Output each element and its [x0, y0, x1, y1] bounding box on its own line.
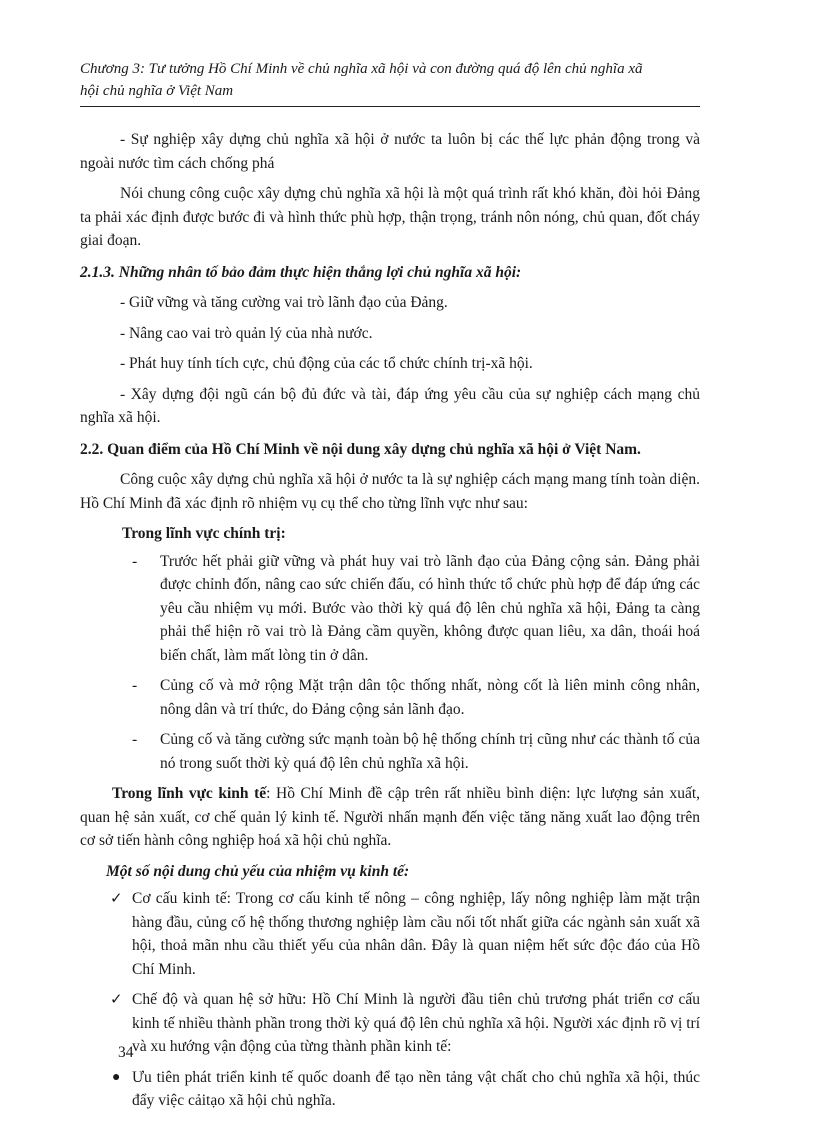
list-item — [80, 988, 700, 1059]
checkmark-icon: ✓ — [110, 889, 123, 907]
list-item-text: Trước hết phải giữ vững và phát huy vai trò lãnh đạo của Đảng cộng sản. Đảng phải được chỉnh đốn, nâng cao sức chiến đấu, có hình thức tổ chức phù hợp để đáp ứng các yêu cầu nhiệm vụ mới. Bước vào thời kỳ quá độ lên chủ nghĩa xã hội, Đảng ta càng phải thể hiện rõ vai trò là Đảng cầm quyền, không được quan liêu, xa dân, thoái hoá biến chất, làm mất lòng tin ở dân. — [160, 552, 700, 664]
header-divider — [80, 106, 700, 107]
list-item-text: Củng cố và mở rộng Mặt trận dân tộc thống nhất, nòng cốt là liên minh công nhân, nông dân và trí thức, do Đảng cộng sản lãnh đạo. — [160, 677, 700, 718]
page-body — [80, 128, 700, 1113]
list-item — [80, 887, 700, 981]
bullet-icon: ● — [112, 1069, 121, 1085]
economic-field-text: : Hồ Chí Minh đề cập trên rất nhiều bình diện: lực lượng sản xuất, quan hệ sản xuất, cơ chế quản lý kinh tế. Người nhấn mạnh đến việc tăng năng xuất lao động trên cơ sở tiến hành công nghiệp hoá xã hội chủ nghĩa. — [80, 785, 701, 849]
list-item-text: Ưu tiên phát triển kinh tế quốc doanh để tạo nền tảng vật chất cho chủ nghĩa xã hội, thúc đẩy việc cảitạo xã hội chủ nghĩa. — [132, 1068, 700, 1109]
list-item — [80, 550, 700, 668]
factor-item: - Nâng cao vai trò quản lý của nhà nước. — [120, 324, 373, 342]
political-field-heading: Trong lĩnh vực chính trị: — [122, 525, 286, 542]
header-line-2: hội chủ nghĩa ở Việt Nam — [80, 83, 234, 99]
dash-marker: - — [132, 552, 138, 570]
factor-item: - Phát huy tính tích cực, chủ động của các tổ chức chính trị-xã hội. — [120, 355, 533, 372]
dash-marker: - — [132, 731, 138, 748]
dash-marker: - — [132, 677, 138, 694]
factor-item: - Xây dựng đội ngũ cán bộ đủ đức và tài, đáp ứng yêu cầu của sự nghiệp cách mạng chủ nghĩa xã hội. — [80, 385, 700, 426]
political-list — [80, 550, 700, 776]
factor-item: - Giữ vững và tăng cường vai trò lãnh đạo của Đảng. — [120, 294, 448, 311]
list-item-text: Chế độ và quan hệ sở hữu: Hồ Chí Minh là người đầu tiên chủ trương phát triển cơ cấu kinh tế nhiều thành phần trong thời kỳ quá độ lên chủ nghĩa xã hội. Người xác định rõ vị trí và xu hướng vận động của từng thành phần kinh tế: — [132, 991, 700, 1055]
list-item-text: Cơ cấu kinh tế: Trong cơ cấu kinh tế nông – công nghiệp, lấy nông nghiệp làm mặt trận hàng đầu, củng cố hệ thống thương nghiệp làm cầu nối tốt nhất giữa các ngành sản xuất xã hội, thoả mãn nhu cầu thiết yếu của nhân dân. Đây là quan niệm hết sức độc đáo của Hồ Chí Minh. — [132, 890, 700, 978]
ownership-list — [80, 1066, 700, 1113]
economic-field-lead: Trong lĩnh vực kinh tế — [112, 785, 267, 802]
list-item — [80, 1066, 700, 1113]
intro-paragraph-1: - Sự nghiệp xây dựng chủ nghĩa xã hội ở nước ta luôn bị các thế lực phản động trong và ngoài nước tìm cách chống phá — [80, 131, 700, 172]
section-2-1-3-heading: 2.1.3. Những nhân tố bảo đảm thực hiện thắng lợi chủ nghĩa xã hội: — [80, 263, 522, 281]
list-item — [80, 728, 700, 775]
economic-tasks-list — [80, 887, 700, 1059]
section-2-2-intro: Công cuộc xây dựng chủ nghĩa xã hội ở nước ta là sự nghiệp cách mạng mang tính toàn diện. Hồ Chí Minh đã xác định rõ nhiệm vụ cụ thể cho từng lĩnh vực như sau: — [80, 471, 700, 512]
header-line-1: Chương 3: Tư tưởng Hồ Chí Minh về chủ nghĩa xã hội và con đường quá độ lên chủ nghĩa xã — [80, 61, 643, 77]
list-item — [80, 674, 700, 721]
checkmark-icon: ✓ — [110, 990, 123, 1008]
running-header — [80, 58, 700, 102]
page-number: 34 — [118, 1044, 134, 1061]
economic-field-paragraph — [80, 782, 700, 853]
list-item-text: Củng cố và tăng cường sức mạnh toàn bộ hệ thống chính trị cũng như các thành tố của nó trong suốt thời kỳ quá độ lên chủ nghĩa xã hội. — [160, 731, 700, 772]
intro-paragraph-2: Nói chung công cuộc xây dựng chủ nghĩa xã hội là một quá trình rất khó khăn, đòi hỏi Đảng ta phải xác định được bước đi và hình thức phù hợp, thận trọng, tránh nôn nóng, chủ quan, đốt cháy giai đoạn. — [80, 185, 700, 249]
economic-tasks-heading: Một số nội dung chủ yếu của nhiệm vụ kinh tế: — [106, 862, 410, 880]
section-2-2-heading: 2.2. Quan điểm của Hồ Chí Minh về nội dung xây dựng chủ nghĩa xã hội ở Việt Nam. — [80, 440, 641, 458]
